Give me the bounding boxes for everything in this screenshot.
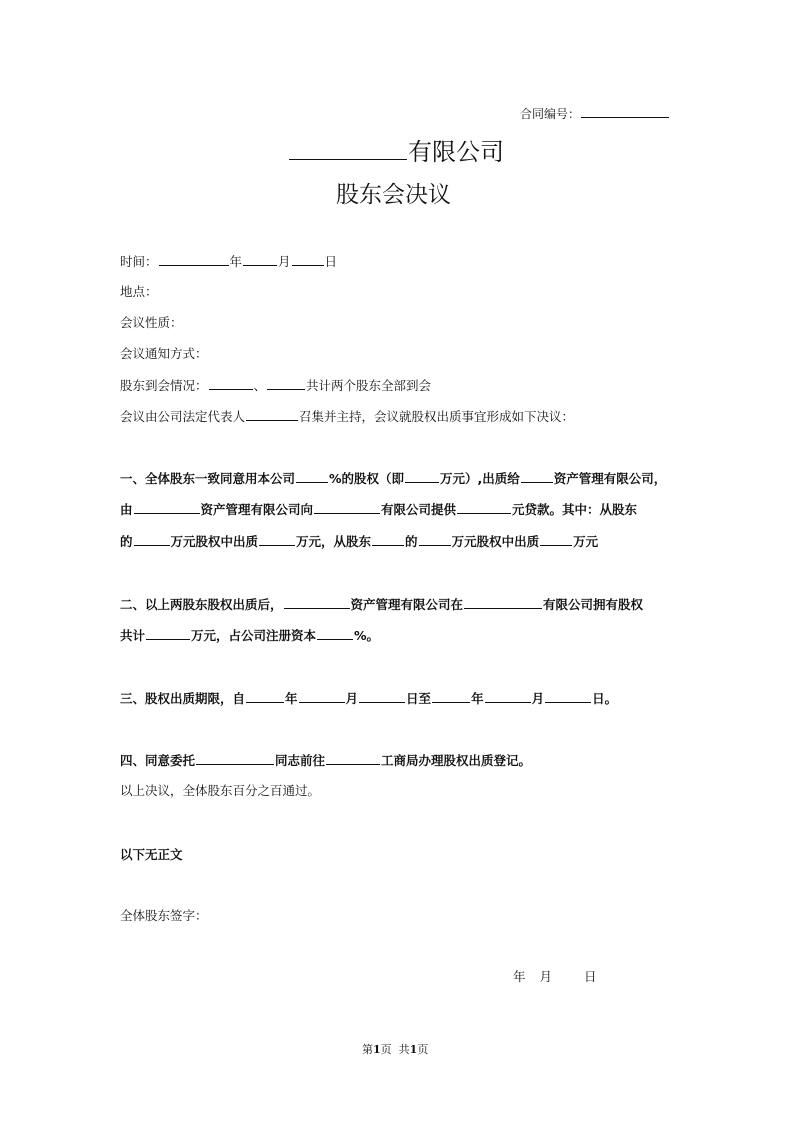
sig-day: 日 xyxy=(584,969,597,984)
r1-text: 的 xyxy=(120,534,133,549)
r3-text: 日至 xyxy=(406,691,432,706)
r3-text: 年 xyxy=(285,691,298,706)
meeting-notice-line: 会议通知方式： xyxy=(120,346,208,361)
signature-date xyxy=(513,967,597,985)
r3-end-day-blank xyxy=(545,688,591,703)
r2-text: 万元，占公司注册资本 xyxy=(191,628,317,643)
r1-equity-b-blank xyxy=(419,531,451,546)
resolution-1-line-3 xyxy=(120,531,598,550)
resolution-2-line-2 xyxy=(120,625,379,644)
company-name-blank xyxy=(289,135,407,160)
r1-amount-blank xyxy=(405,468,439,483)
year-blank xyxy=(159,251,229,266)
attendance-suffix: 共计两个股东全部到会 xyxy=(306,378,432,393)
r1-text: 万元）,出质给 xyxy=(440,471,520,486)
resolution-2-line-1 xyxy=(120,594,643,613)
r4-text: 四、同意委托 xyxy=(120,753,196,768)
r3-end-month-blank xyxy=(485,688,531,703)
r1-pledgee-blank xyxy=(521,468,553,483)
r2-company-blank xyxy=(464,594,542,609)
shareholder-a-blank xyxy=(209,375,253,390)
contract-number-blank xyxy=(581,103,669,118)
r1-text: 元贷款。其中：从股东 xyxy=(512,502,638,517)
r2-amount-blank xyxy=(146,625,190,640)
passed-statement: 以上决议，全体股东百分之百通过。 xyxy=(120,783,321,798)
r1-text: 万元，从股东 xyxy=(296,534,372,549)
r2-text: 资产管理有限公司在 xyxy=(350,597,464,612)
company-name-title xyxy=(288,132,504,167)
r1-holder-b-blank xyxy=(372,531,404,546)
r2-text: %。 xyxy=(354,628,380,643)
r2-percent-blank xyxy=(317,625,353,640)
year-label: 年 xyxy=(229,254,243,269)
meeting-nature-line: 会议性质： xyxy=(120,315,183,330)
r3-text: 月 xyxy=(345,691,359,706)
r3-end-year-blank xyxy=(432,688,470,703)
r1-percent-blank xyxy=(296,468,328,483)
host-suffix: 召集并主持，会议就股权出质事宜形成如下决议： xyxy=(299,409,575,424)
footer-text: 页 xyxy=(417,1043,429,1056)
r1-text: 的 xyxy=(405,534,418,549)
r3-text: 年 xyxy=(471,691,484,706)
r2-text: 二、以上两股东股权出质后， xyxy=(120,597,283,612)
resolution-1-line-1 xyxy=(120,468,666,487)
r1-text: 一、全体股东一致同意用本公司 xyxy=(120,471,296,486)
r1-borrower-blank xyxy=(314,499,380,514)
month-blank xyxy=(243,251,277,266)
day-blank xyxy=(292,251,324,266)
r1-text: 资产管理有限公司向 xyxy=(200,502,314,517)
legal-rep-blank xyxy=(246,406,298,421)
resolution-1-line-2 xyxy=(120,499,637,518)
footer-text: 第 xyxy=(362,1043,373,1056)
sig-month: 月 xyxy=(539,969,553,984)
page-footer xyxy=(362,1041,428,1057)
r4-bureau-blank xyxy=(326,750,380,765)
attendance-line xyxy=(120,375,431,394)
footer-text: 页 共 xyxy=(380,1043,410,1056)
r1-text: %的股权（即 xyxy=(329,471,405,486)
r4-text: 同志前往 xyxy=(275,753,326,768)
time-label: 时间： xyxy=(120,254,158,269)
doc-title: 股东会决议 xyxy=(336,182,451,208)
company-suffix: 有限公司 xyxy=(408,138,504,166)
day-label: 日 xyxy=(324,254,338,269)
host-line xyxy=(120,406,574,425)
no-more-text: 以下无正文 xyxy=(120,847,183,862)
r1-text: 由 xyxy=(120,502,133,517)
attendance-prefix: 股东到会情况： xyxy=(120,378,208,393)
r1-text: 资产管理有限公司， xyxy=(553,471,667,486)
signature-label: 全体股东签字： xyxy=(120,908,208,923)
r2-text: 有限公司拥有股权 xyxy=(543,597,644,612)
r2-text: 共计 xyxy=(120,628,146,643)
r3-start-month-blank xyxy=(299,688,345,703)
contract-number-label: 合同编号： xyxy=(520,107,581,121)
r1-text: 万元股权中出质 xyxy=(170,534,259,549)
r1-lender-blank xyxy=(134,499,200,514)
r3-text: 三、股权出质期限，自 xyxy=(120,691,246,706)
r1-holder-a-blank xyxy=(134,531,170,546)
meeting-time-line xyxy=(120,251,337,270)
r1-text: 有限公司提供 xyxy=(381,502,457,517)
r1-text: 万元股权中出质 xyxy=(451,534,540,549)
r1-loan-blank xyxy=(457,499,511,514)
resolution-4-line xyxy=(120,750,531,769)
r3-start-year-blank xyxy=(246,688,284,703)
r4-text: 工商局办理股权出质登记。 xyxy=(381,753,532,768)
month-label: 月 xyxy=(278,254,291,269)
r4-agent-blank xyxy=(196,750,274,765)
sig-year: 年 xyxy=(513,969,526,984)
r1-pledge-b-blank xyxy=(540,531,572,546)
contract-number-line xyxy=(520,103,670,122)
host-prefix: 会议由公司法定代表人 xyxy=(120,409,246,424)
meeting-place-line: 地点： xyxy=(120,284,158,299)
r2-pledgee-blank xyxy=(284,594,350,609)
shareholder-b-blank xyxy=(267,375,305,390)
page-total: 1 xyxy=(409,1043,418,1056)
attendance-sep: 、 xyxy=(253,378,267,393)
r1-pledge-a-blank xyxy=(259,531,295,546)
r3-text: 日。 xyxy=(592,691,618,706)
r3-text: 月 xyxy=(531,691,545,706)
r1-text: 万元 xyxy=(573,534,599,549)
resolution-3-line xyxy=(120,688,617,707)
r3-start-day-blank xyxy=(359,688,405,703)
page-number: 1 xyxy=(373,1043,381,1056)
